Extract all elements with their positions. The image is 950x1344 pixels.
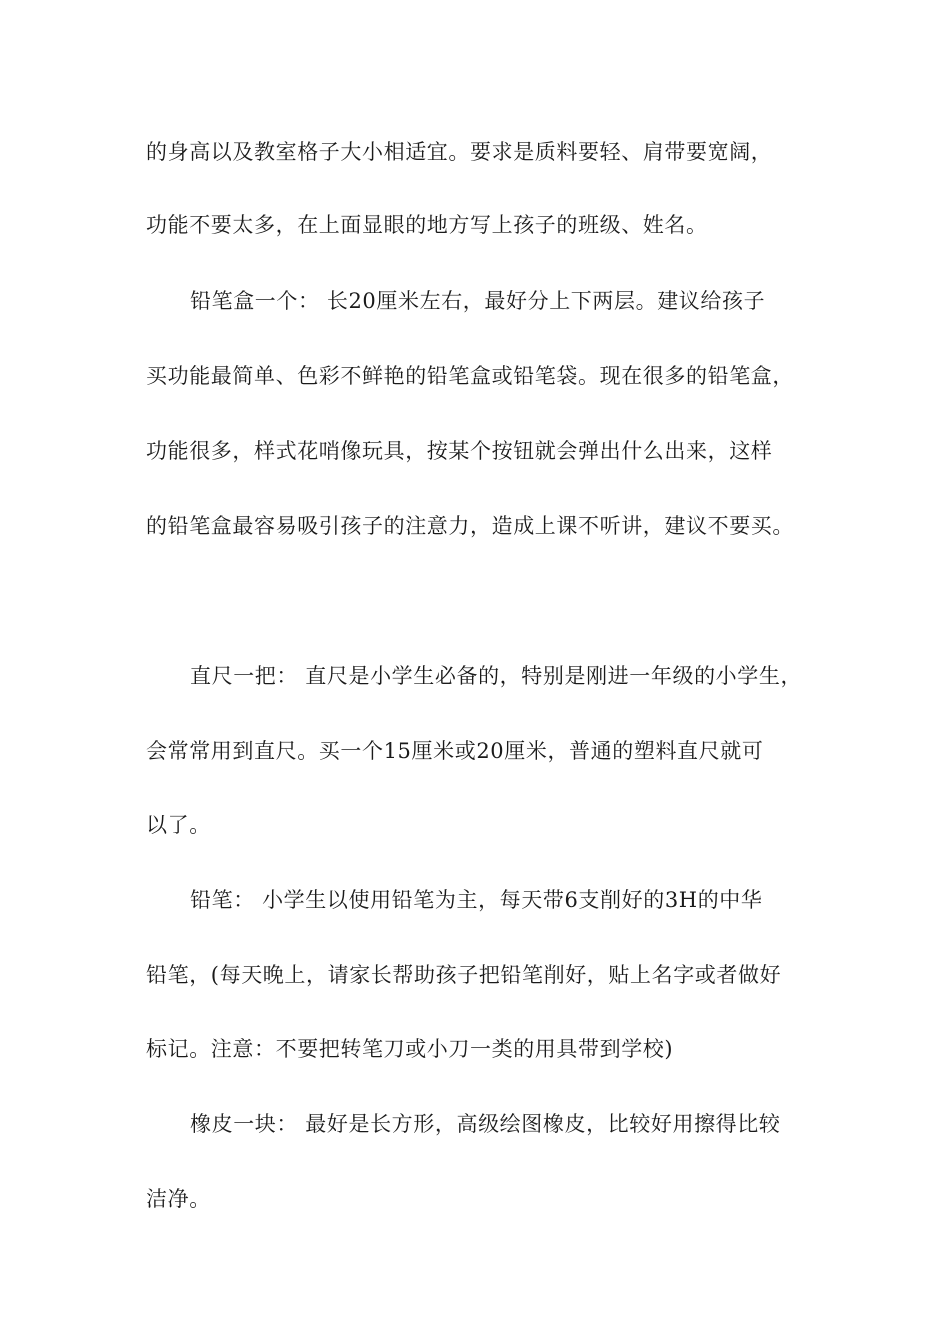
text-line: 洁净。 [146,1187,211,1211]
text-line: 的身高以及教室格子大小相适宜。要求是质料要轻、肩带要宽阔， [146,140,773,164]
text-line: 功能很多，样式花哨像玩具，按某个按钮就会弹出什么出来，这样 [146,439,773,463]
text-line: 以了。 [146,813,211,837]
text-line: 功能不要太多，在上面显眼的地方写上孩子的班级、姓名。 [146,213,708,237]
paragraph-eraser: 橡皮一块： 最好是长方形，高级绘图橡皮，比较好用擦得比较 [190,1112,781,1136]
text-line: 铅笔，(每天晚上，请家长帮助孩子把铅笔削好，贴上名字或者做好 [146,963,782,987]
text-line: 买功能最简单、色彩不鲜艳的铅笔盒或铅笔袋。现在很多的铅笔盒， [146,364,794,388]
text-line: 会常常用到直尺。买一个15厘米或20厘米，普通的塑料直尺就可 [146,739,764,763]
text-line: 标记。注意：不要把转笔刀或小刀一类的用具带到学校) [146,1037,674,1061]
text-line: 的铅笔盒最容易吸引孩子的注意力，造成上课不听讲，建议不要买。 [146,514,794,538]
paragraph-pencil-box: 铅笔盒一个： 长20厘米左右，最好分上下两层。建议给孩子 [190,289,766,313]
paragraph-pencil: 铅笔： 小学生以使用铅笔为主，每天带6支削好的3H的中华 [190,888,763,912]
paragraph-ruler: 直尺一把： 直尺是小学生必备的，特别是刚进一年级的小学生， [190,664,803,688]
